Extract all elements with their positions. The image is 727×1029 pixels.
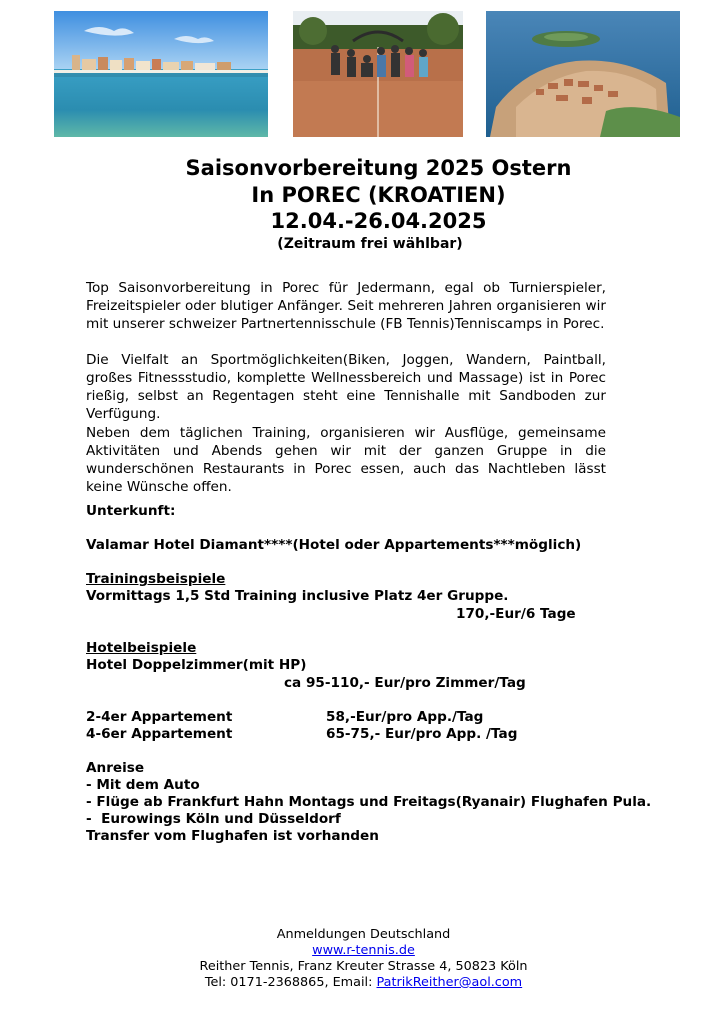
travel-item: Transfer vom Flughafen ist vorhanden bbox=[86, 828, 379, 844]
travel-heading: Anreise bbox=[86, 760, 145, 776]
porec-aerial-photo bbox=[486, 11, 680, 137]
location-title: In POREC (KROATIEN) bbox=[251, 183, 506, 207]
page-title: Saisonvorbereitung 2025 Ostern bbox=[185, 156, 572, 180]
email-link[interactable]: PatrikReither@aol.com bbox=[376, 975, 523, 990]
hotel-examples-heading: Hotelbeispiele bbox=[86, 640, 197, 656]
activities-paragraph: Neben dem täglichen Training, organisieren wir Ausflüge, gemeinsame Aktivitäten und Abends gehen wir mit der ganzen Gruppe in die wunderschönen Restaurants in Porec essen, auch das Nachtleben lässt keine Wünsche offen. bbox=[86, 425, 606, 495]
footer-contact bbox=[0, 975, 727, 990]
training-price: 170,-Eur/6 Tage bbox=[456, 606, 576, 622]
apartment-price: 65-75,- Eur/pro App. /Tag bbox=[326, 726, 518, 742]
travel-item: - Eurowings Köln und Düsseldorf bbox=[86, 811, 341, 827]
intro-paragraph: Top Saisonvorbereitung in Porec für Jedermann, egal ob Turnierspieler, Freizeitspieler oder blutiger Anfänger. Seit mehreren Jahren organisieren wir mit unserer schweizer Partnertennisschule (FB Tennis)Tenniscamps in Porec. bbox=[86, 280, 606, 332]
date-range-note: (Zeitraum frei wählbar) bbox=[277, 236, 463, 252]
apartment-label: 4-6er Appartement bbox=[86, 726, 233, 742]
footer-address: Reither Tennis, Franz Kreuter Strasse 4, 50823 Köln bbox=[199, 959, 528, 974]
accommodation-heading: Unterkunft: bbox=[86, 503, 176, 519]
porec-harbor-photo bbox=[54, 11, 268, 137]
hotel-room-type: Hotel Doppelzimmer(mit HP) bbox=[86, 657, 307, 673]
travel-item: - Mit dem Auto bbox=[86, 777, 200, 793]
hotel-room-price: ca 95-110,- Eur/pro Zimmer/Tag bbox=[284, 675, 526, 691]
training-description: Vormittags 1,5 Std Training inclusive Platz 4er Gruppe. bbox=[86, 588, 509, 604]
training-heading: Trainingsbeispiele bbox=[86, 571, 226, 587]
apartment-price: 58,-Eur/pro App./Tag bbox=[326, 709, 484, 725]
travel-item: - Flüge ab Frankfurt Hahn Montags und Freitags(Ryanair) Flughafen Pula. bbox=[86, 794, 652, 810]
website-link[interactable]: www.r-tennis.de bbox=[312, 943, 415, 958]
apartment-label: 2-4er Appartement bbox=[86, 709, 233, 725]
hotel-name: Valamar Hotel Diamant****(Hotel oder Appartements***möglich) bbox=[86, 537, 582, 553]
tennis-group-photo bbox=[293, 11, 463, 137]
footer-phone: Tel: 0171-2368865, Email: bbox=[204, 975, 377, 990]
footer-registration: Anmeldungen Deutschland bbox=[276, 927, 451, 942]
date-range-title: 12.04.-26.04.2025 bbox=[270, 209, 487, 233]
footer-website-line bbox=[0, 943, 727, 958]
sports-paragraph: Die Vielfalt an Sportmöglichkeiten(Biken, Joggen, Wandern, Paintball, großes Fitnessstudio, komplette Wellnessbereich und Massage) ist in Porec rießig, selbst an Regentagen steht eine Tennishalle mit Sandboden zur Verfügung. bbox=[86, 352, 606, 422]
